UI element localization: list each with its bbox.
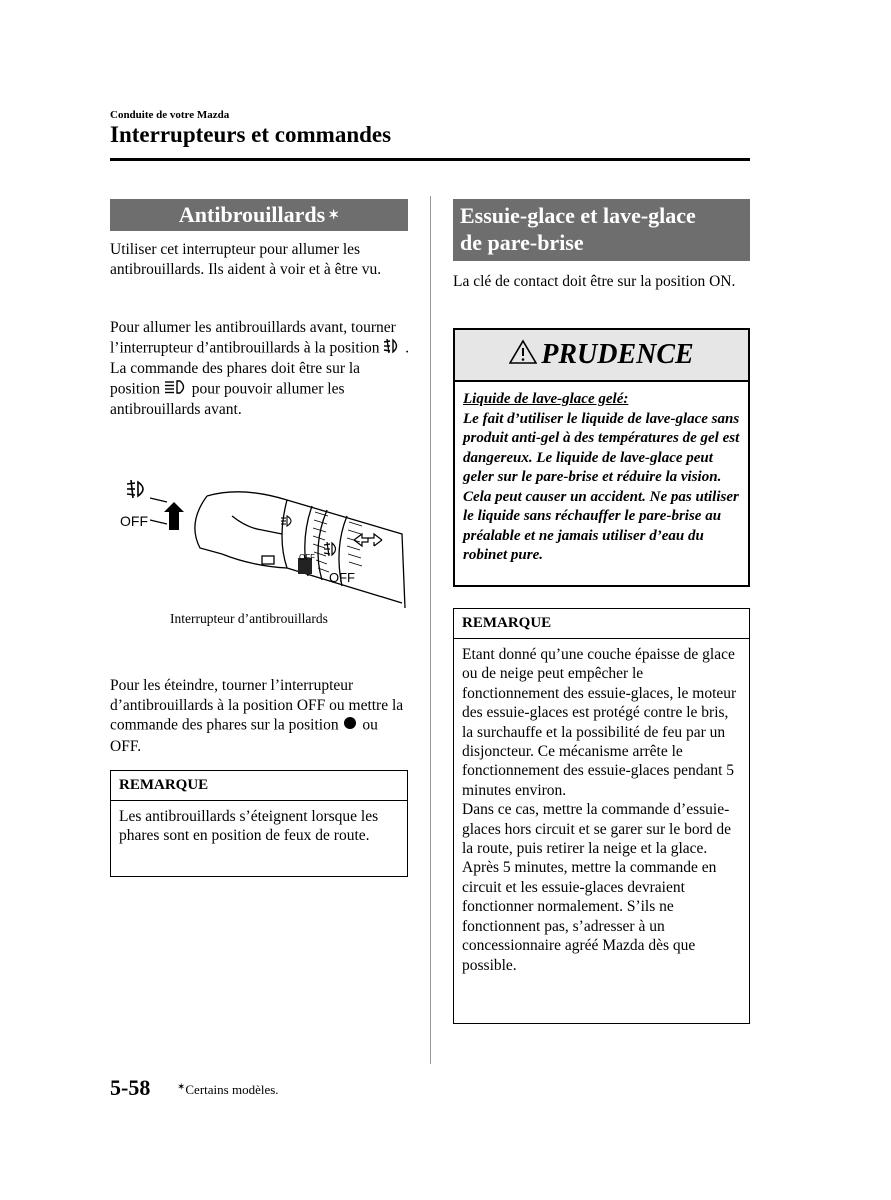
right-note-text-2: Dans ce cas, mettre la commande d’essuie-glaces hors circuit et se garer sur le bord de la route, puis retirer la neige et la glace. [462,801,731,858]
headlight-requirement-text: La commande des phares doit être sur la position [110,360,361,397]
header-rule [110,158,750,161]
column-divider [430,196,431,1064]
off-label-left: OFF [120,513,148,529]
off-label-right: OFF [329,570,355,585]
wiper-heading-line1: Essuie-glace et lave-glace [460,203,696,228]
caution-box [453,328,750,587]
wiper-heading-line2: de pare-brise [460,230,584,255]
caution-text: Le fait d’utiliser le liquide de lave-glace sans produit anti-gel à des températures de gel est dangereux. Le liquide de lave-glace peut geler sur le pare-brise et réduire la vision. Cela peut causer un accident. Ne pas utiliser le liquide sans réchauffer le pare-brise au préalable et ne jamais utiliser d’eau du robinet pure. [463,410,740,563]
footnote-mark: ✶ [177,1082,186,1093]
fog-lights-heading [110,199,408,231]
left-note-title: REMARQUE [111,771,407,801]
page-title: Interrupteurs et commandes [110,122,392,147]
fog-on-text: Pour allumer les antibrouillards avant, tourner l’interrupteur d’antibrouillards à la position [110,319,396,356]
right-note-text-1: Etant donné qu’une couche épaisse de glace ou de neige peut empêcher le fonctionnement des essuie-glaces, le moteur des essuie-glaces est protégé contre le bris, la surchauffe et la possibilité de feu par un disjoncteur. Ce mécanisme arrête le fonctionnement des essuie-glaces pendant 5 minutes environ. [462,646,737,799]
section-label: Conduite de votre Mazda [110,109,230,121]
fog-off-text: Pour les éteindre, tourner l’interrupteur d’antibrouillards à la position OFF ou mettre la commande des phares sur la position [110,677,404,734]
fog-switch-illustration [112,468,410,608]
fog-on-paragraph [110,318,410,420]
headlight-requirement-end: pour pouvoir allumer les antibrouillards avant. [110,379,345,418]
figure-caption: Interrupteur d’antibrouillards [170,611,328,626]
footnote-text: Certains modèles. [185,1082,279,1097]
caution-title: PRUDENCE [541,339,694,370]
left-note-box [110,770,408,877]
caution-header [455,330,748,382]
off-label-small: OFF [299,553,315,562]
wiper-heading [453,199,750,261]
wiper-intro-paragraph: La clé de contact doit être sur la position ON. [453,273,736,290]
fog-off-text-end: ou OFF. [110,716,378,755]
caution-body [455,382,748,566]
left-note-text: Les antibrouillards s’éteignent lorsque les phares sont en position de feux de route. [119,808,379,845]
page-number: 5-58 [110,1075,151,1100]
right-note-body [454,639,749,981]
dot-icon [342,715,358,737]
fog-lights-heading-text: Antibrouillards [178,202,326,227]
right-note-title: REMARQUE [454,609,749,639]
optional-mark: ✶ [328,207,340,222]
right-note-box [453,608,750,1024]
fog-off-paragraph [110,676,410,756]
right-note-text-3: Après 5 minutes, mettre la commande en circuit et les essuie-glaces devraient fonctionner normalement. S’ils ne fonctionnent pas, s’adresser à un concessionnaire agréé Mazda dès que possible. [462,859,717,974]
fog-intro-paragraph: Utiliser cet interrupteur pour allumer les antibrouillards. Ils aident à voir et à être vu. [110,241,382,278]
footnote [177,1082,279,1098]
headlight-icon [164,379,188,401]
warning-icon [509,332,537,382]
caution-subtitle: Liquide de lave-glace gelé: [463,391,629,407]
front-fog-icon [383,338,401,360]
fog-on-text-end: . [405,338,410,356]
